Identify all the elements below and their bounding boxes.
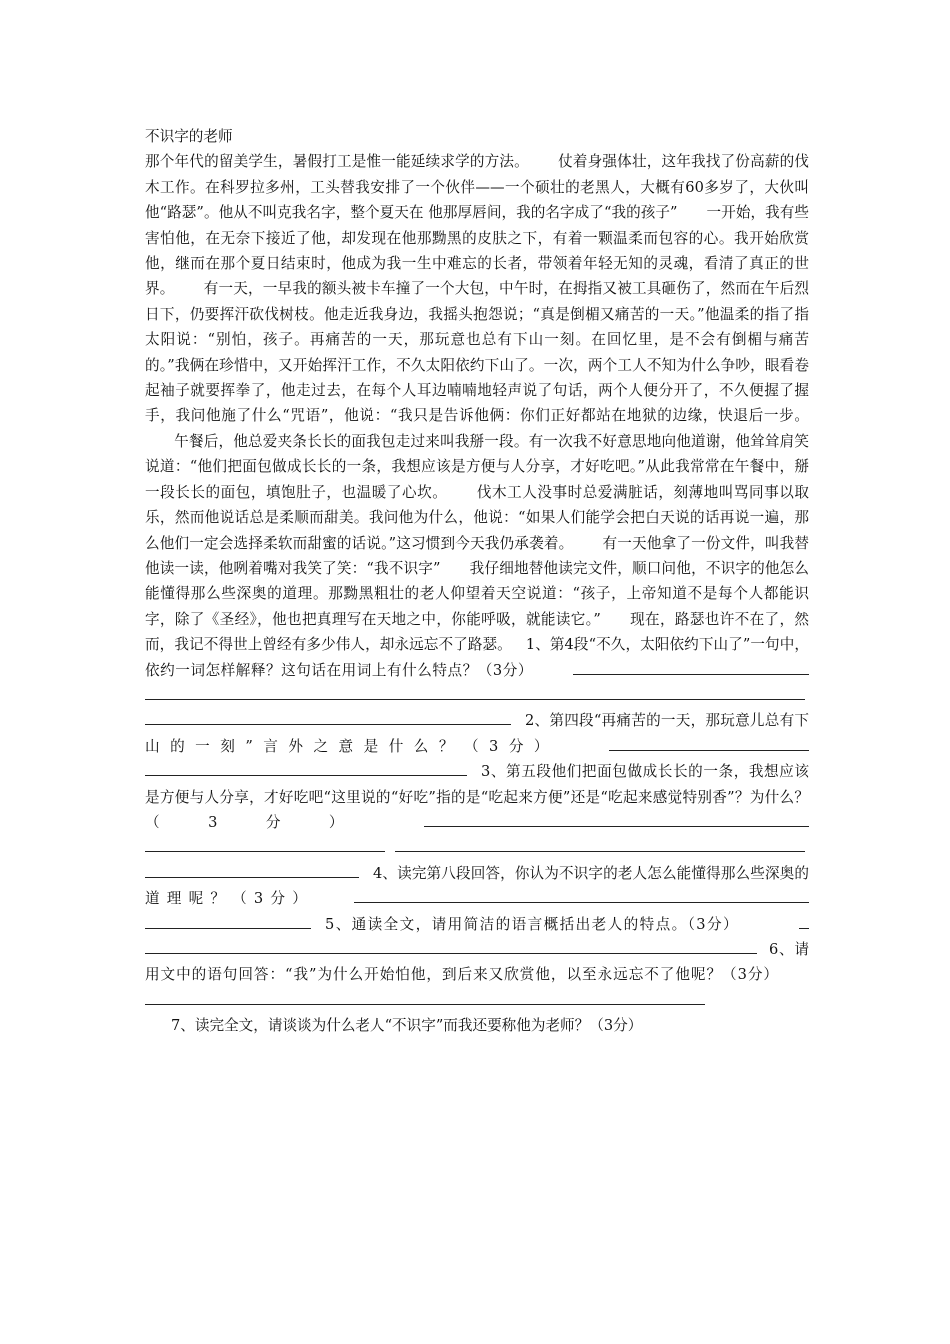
answer-blank-5a[interactable]: [799, 912, 809, 929]
answer-blank-6a[interactable]: [145, 988, 705, 1005]
answer-blank-5b[interactable]: [145, 937, 757, 954]
question-5: 5、通读全文，请用简洁的语言概括出老人的特点。（3分）: [325, 915, 739, 933]
question-3: 3、第五段他们把面包做成长长的一条，我想应该是方便与人分享，才好吃吧“这里说的“好吃”指的是“吃起来方便”还是“吃起来感觉特别香”？为什么？（3分）: [145, 763, 809, 831]
paragraph-1: 那个年代的留美学生，暑假打工是惟一能延续求学的方法。: [145, 153, 529, 171]
question-6: 6、请用文中的语句回答：“我”为什么开始怕他，到后来又欣赏他，以至永远忘不了他呢？（3分）: [145, 941, 809, 984]
paragraph-3: 一开始，我有些害怕他，在无奈下接近了他，却发现在他那黝黑的皮肤之下，有着一颗温柔而包容的心。我开始欣赏他，继而在那个夏日结束时，他成为我一生中难忘的长者，带领着年轻无知的灵魂，看清了真正的世界。: [145, 204, 809, 298]
paragraph-2: 仗着身强体壮，这年我找了份高薪的伐木工作。在科罗拉多州，工头替我安排了一个伙伴——一个硕壮的老黑人，大概有60多岁了，大伙叫他“路瑟”。他从不叫克我名字，整个夏天在 他那厚唇间，我的名字成了“我的孩子”: [145, 153, 809, 222]
article-title: 不识字的老师: [145, 128, 233, 145]
paragraph-6: 伐木工人没事时总爱满脏话，刻薄地叫骂同事以取乐，然而他说话总是柔顺而甜美。我问他为什么，他说：“如果人们能学会把白天说的话再说一遍，那么他们一定会选择柔软而甜蜜的话说。”这习惯到今天我仍承袭着。: [145, 483, 809, 552]
answer-blank-2b[interactable]: [145, 759, 467, 776]
paragraph-9: 现在，路瑟也许不在了，然而，我记不得世上曾经有多少伟人，却永远忘不了路瑟。: [145, 610, 809, 654]
paragraph-5: 午餐后，他总爱夹条长长的面我包走过来叫我掰一段。有一次我不好意思地向他道谢，他耸耸肩笑说道：“他们把面包做成长长的一条，我想应该是方便与人分享，才好吃吧。”从此我常常在午餐中，掰一段长长的面包，填饱肚子，也温暖了心坎。: [145, 432, 809, 501]
answer-blank-1a[interactable]: [573, 658, 809, 675]
worksheet-page: [145, 124, 809, 1039]
answer-blank-3b[interactable]: [145, 835, 385, 852]
answer-blank-3d[interactable]: [145, 861, 359, 878]
answer-blank-2a[interactable]: [609, 734, 809, 751]
question-7: 7、读完全文，请谈谈为什么老人“不识字”而我还要称他为老师？（3分）: [171, 1017, 643, 1035]
answer-blank-1b[interactable]: [145, 683, 805, 700]
paragraph-7: 有一天他拿了一份文件，叫我替他读一读，他咧着嘴对我笑了笑：“我不识字”: [145, 534, 809, 577]
paragraph-4: 有一天，一早我的额头被卡车撞了一个大包，中午时，在拇指又被工具砸伤了，然而在午后烈日下，仍要挥汗砍伐树枝。他走近我身边，我摇头抱怨说；“真是倒楣又痛苦的一天。”他温柔的指了指太阳说：“别怕，孩子。再痛苦的一天，那玩意也总有下山一刻。在回忆里，是不会有倒楣与痛苦的。”我俩在珍惜中，又开始挥汗工作，不久太阳依约下山了。一次，两个工人不知为什么争吵，眼看卷起袖子就要挥拳了，他走过去，在每个人耳边喃喃地轻声说了句话，两个人便分开了，不久便握了握手，我问他施了什么“咒语”，他说：“我只是告诉他俩：你们正好都站在地狱的边缘，快退后一步。: [145, 280, 809, 425]
answer-blank-3c[interactable]: [395, 835, 805, 852]
paragraph-8: 我仔细地替他读完文件，顺口问他，不识字的他怎么能懂得那么些深奥的道理。那黝黑粗壮的老人仰望着天空说道：“孩子，上帝知道不是每个人都能识字，除了《圣经》，他也把真理写在天地之中，你能呼吸，就能读它。”: [145, 559, 809, 628]
question-2: 2、第四段“再痛苦的一天，那玩意儿总有下山的一刻”言外之意是什么？（3分）: [145, 712, 809, 755]
answer-blank-4a[interactable]: [354, 886, 809, 903]
answer-blank-1c[interactable]: [145, 708, 511, 725]
answer-blank-3a[interactable]: [424, 810, 809, 827]
question-4: 4、读完第八段回答，你认为不识字的老人怎么能懂得那么些深奥的道理呢？（3分）: [145, 864, 809, 908]
question-1: 1、第4段“不久，太阳依约下山了”一句中，依约一词怎样解释？这句话在用词上有什么特点？（3分）: [145, 636, 809, 679]
answer-blank-4b[interactable]: [145, 912, 311, 929]
